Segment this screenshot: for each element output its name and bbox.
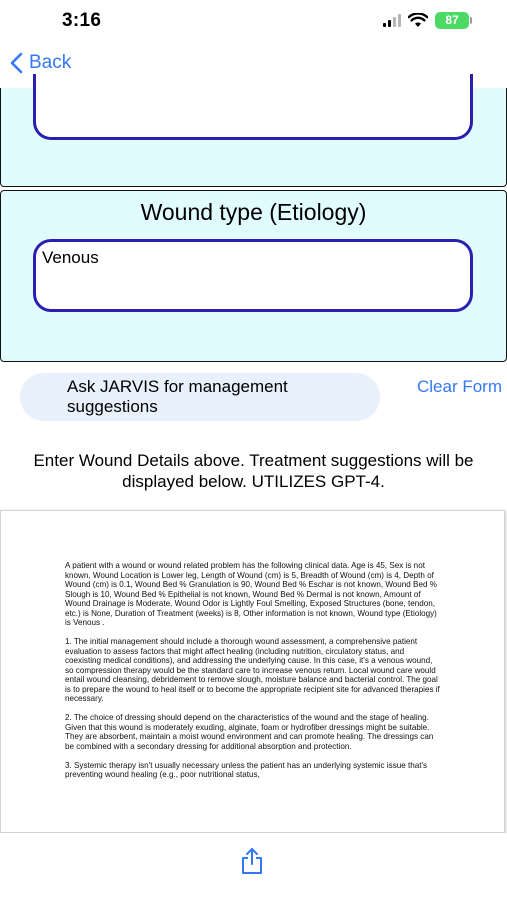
status-bar (0, 0, 507, 44)
result-panel[interactable] (0, 510, 505, 833)
wound-type-title: Wound type (Etiology) (140, 199, 367, 225)
share-icon (239, 847, 265, 875)
result-paragraph: 1. The initial management should include a thorough wound assessment, a comprehensive patient evaluation to assess factors that might affect healing (including nutrition, circulatory status, and coexisting medical conditions), and addressing the underlying cause. In this case, it's a venous wound, so compression therapy would be the standard care to increase venous return. Local wound care would entail wound cleansing, debridement to remove slough, moisture balance and bacterial control. The goal is to prepare the wound to heal itself or to become the appropriate recipient site for advanced therapies if necessary. (65, 637, 440, 703)
wound-type-input[interactable]: Venous (33, 239, 473, 312)
result-paragraph: 3. Systemic therapy isn't usually necessary unless the patient has an underlying systemic issue that's preventing wound healing (e.g., poor nutritional status, (65, 760, 428, 779)
battery-level: 87 (445, 13, 459, 27)
form-section-wound-type (0, 190, 507, 362)
result-text (65, 561, 441, 789)
chevron-left-icon (10, 52, 23, 74)
result-paragraph: A patient with a wound or wound related problem has the following clinical data. Age is 45, Sex is not known, Wound Location is Lower leg, Length of Wound (cm) is 5, Breadth of Wound (cm) is 4, Depth of Wound (cm) is 0.1, Wound Bed % Granulation is 90, Wound Bed % Eschar is not known, Wound Bed % Slough is 10, Wound Bed % Epithelial is not known, Wound Bed % Dermal is not known, Amount of Wound Drainage is Moderate, Wound Odor is Lightly Foul Smelling, Exposed Structures (bone, tendon, etc.) is None, Duration of Treatment (weeks) is 8, Other information is not known, Wound type (Etiology) is Venous . (65, 561, 437, 627)
ask-jarvis-button[interactable]: Ask JARVIS for management suggestions (20, 373, 380, 421)
bottom-toolbar (0, 833, 507, 900)
previous-field-input[interactable] (33, 74, 473, 140)
wifi-icon (408, 13, 428, 28)
back-button[interactable] (10, 52, 71, 74)
share-button[interactable] (239, 847, 265, 880)
status-icons (383, 12, 469, 29)
back-label: Back (29, 52, 72, 73)
battery-icon (435, 12, 469, 29)
result-paragraph: 2. The choice of dressing should depend on the characteristics of the wound and the stage of healing. Given that this wound is moderately exuding, alginate, foam or hydrofiber dressings might be suitable. They are absorbent, maintain a moist wound environment and can promote healing. The dressings can be combined with a secondary dressing for additional absorption and protection. (65, 713, 434, 751)
signal-icon (383, 14, 401, 27)
clear-form-button[interactable]: Clear Form (417, 377, 503, 396)
status-time: 3:16 (62, 10, 102, 31)
instructions-text: Enter Wound Details above. Treatment suggestions will be displayed below. UTILIZES GPT-4. (33, 451, 474, 491)
form-section-previous (0, 88, 507, 187)
